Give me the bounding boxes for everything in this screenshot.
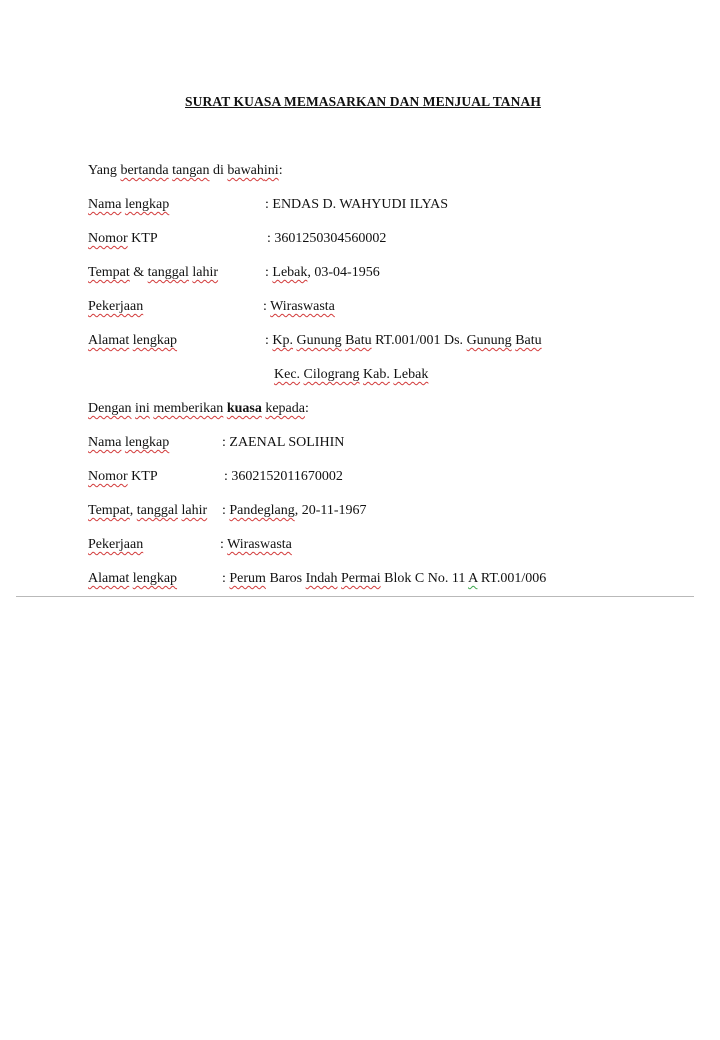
label-word: KTP [127, 231, 158, 246]
value-part: : [222, 503, 230, 518]
grantee-address-value [222, 570, 546, 588]
label-word: Alamat [88, 571, 130, 586]
label-word: Pekerjaan [88, 537, 144, 552]
grant-word: kepada [265, 401, 305, 416]
value-part: , 20-11-1967 [294, 503, 367, 518]
grantee-birth-label [88, 502, 207, 520]
value-part: : [265, 333, 273, 348]
grantor-birth-value [265, 264, 380, 282]
value-part: Cilograng [303, 367, 360, 382]
value-part: Kec. [274, 367, 301, 382]
intro-word: Yang [88, 163, 117, 178]
grantor-name-value: : ENDAS D. WAHYUDI ILYAS [265, 197, 449, 212]
label-word: Nomor [88, 469, 128, 484]
label-word: tanggal [147, 265, 189, 280]
grantor-address-value [265, 332, 542, 350]
grant-line [88, 400, 309, 418]
label-word: lahir [181, 503, 208, 518]
grantor-ktp-value: : 3601250304560002 [267, 231, 387, 246]
value-part: Wiraswasta [270, 299, 335, 314]
value-part: Wiraswasta [227, 537, 292, 552]
grantor-job-label [88, 298, 143, 316]
grantee-address-label [88, 570, 177, 588]
grantee-ktp-value: : 3602152011670002 [224, 469, 343, 484]
value-part: Batu [515, 333, 542, 348]
grantor-address-label [88, 332, 177, 350]
value-part: : [265, 265, 273, 280]
value-part: Baros [265, 571, 306, 586]
value-part: A [468, 571, 478, 586]
value-part: Batu [345, 333, 372, 348]
value-part: , 03-04-1956 [307, 265, 380, 280]
grant-word: ini [135, 401, 150, 416]
value-part: : [222, 571, 230, 586]
value-part: : [263, 299, 271, 314]
grant-word: memberikan [153, 401, 224, 416]
value-part: RT.001/001 Ds. [371, 333, 467, 348]
intro-word: ini [263, 163, 279, 178]
value-part: Kp. [272, 333, 294, 348]
grantee-job-value [220, 536, 292, 554]
value-part: Perum [229, 571, 266, 586]
grant-word-bold: kuasa [226, 401, 262, 416]
value-part: Kab. [363, 367, 390, 382]
value-part: Pandeglang [229, 503, 295, 518]
intro-line [88, 162, 283, 180]
grant-word: : [305, 401, 309, 416]
grant-word: Dengan [88, 401, 132, 416]
grantee-name-label [88, 434, 169, 452]
value-part: Blok C No. 11 [380, 571, 469, 586]
intro-word: bawah [227, 163, 264, 178]
label-word: Pekerjaan [88, 299, 144, 314]
value-part: Gunung [466, 333, 512, 348]
label-word: Tempat [88, 265, 130, 280]
intro-word: : [278, 163, 283, 178]
grantee-ktp-label [88, 468, 158, 486]
label-word: Tempat [88, 503, 130, 518]
page-break-divider [16, 596, 694, 597]
label-word: lengkap [124, 197, 170, 212]
grantee-job-label [88, 536, 143, 554]
label-word: & [129, 265, 148, 280]
label-word: lengkap [132, 333, 178, 348]
label-word: Nomor [88, 231, 128, 246]
intro-word: bertanda [120, 163, 169, 178]
label-word: lengkap [124, 435, 170, 450]
intro-word: di [212, 163, 224, 178]
value-part: Lebak [272, 265, 308, 280]
document-title: SURAT KUASA MEMASARKAN DAN MENJUAL TANAH [185, 94, 541, 109]
label-word: Alamat [88, 333, 130, 348]
grantor-address-line2 [274, 366, 428, 384]
label-word: lahir [192, 265, 219, 280]
value-part: Lebak [393, 367, 429, 382]
label-word: Nama [88, 197, 122, 212]
value-part: Gunung [296, 333, 342, 348]
label-word: lengkap [132, 571, 178, 586]
label-word: Nama [88, 435, 122, 450]
grantor-ktp-label [88, 230, 158, 248]
grantee-birth-value [222, 502, 367, 520]
grantee-name-value: : ZAENAL SOLIHIN [222, 435, 345, 450]
value-part: Indah [305, 571, 338, 586]
value-part: RT.001/006 [477, 571, 547, 586]
grantor-job-value [263, 298, 335, 316]
label-word: tanggal [136, 503, 178, 518]
grantor-birth-label [88, 264, 218, 282]
label-word: , [129, 503, 137, 518]
intro-word: tangan [172, 163, 210, 178]
grantor-name-label [88, 196, 169, 214]
value-part: : [220, 537, 228, 552]
label-word: KTP [127, 469, 158, 484]
value-part: Permai [341, 571, 381, 586]
